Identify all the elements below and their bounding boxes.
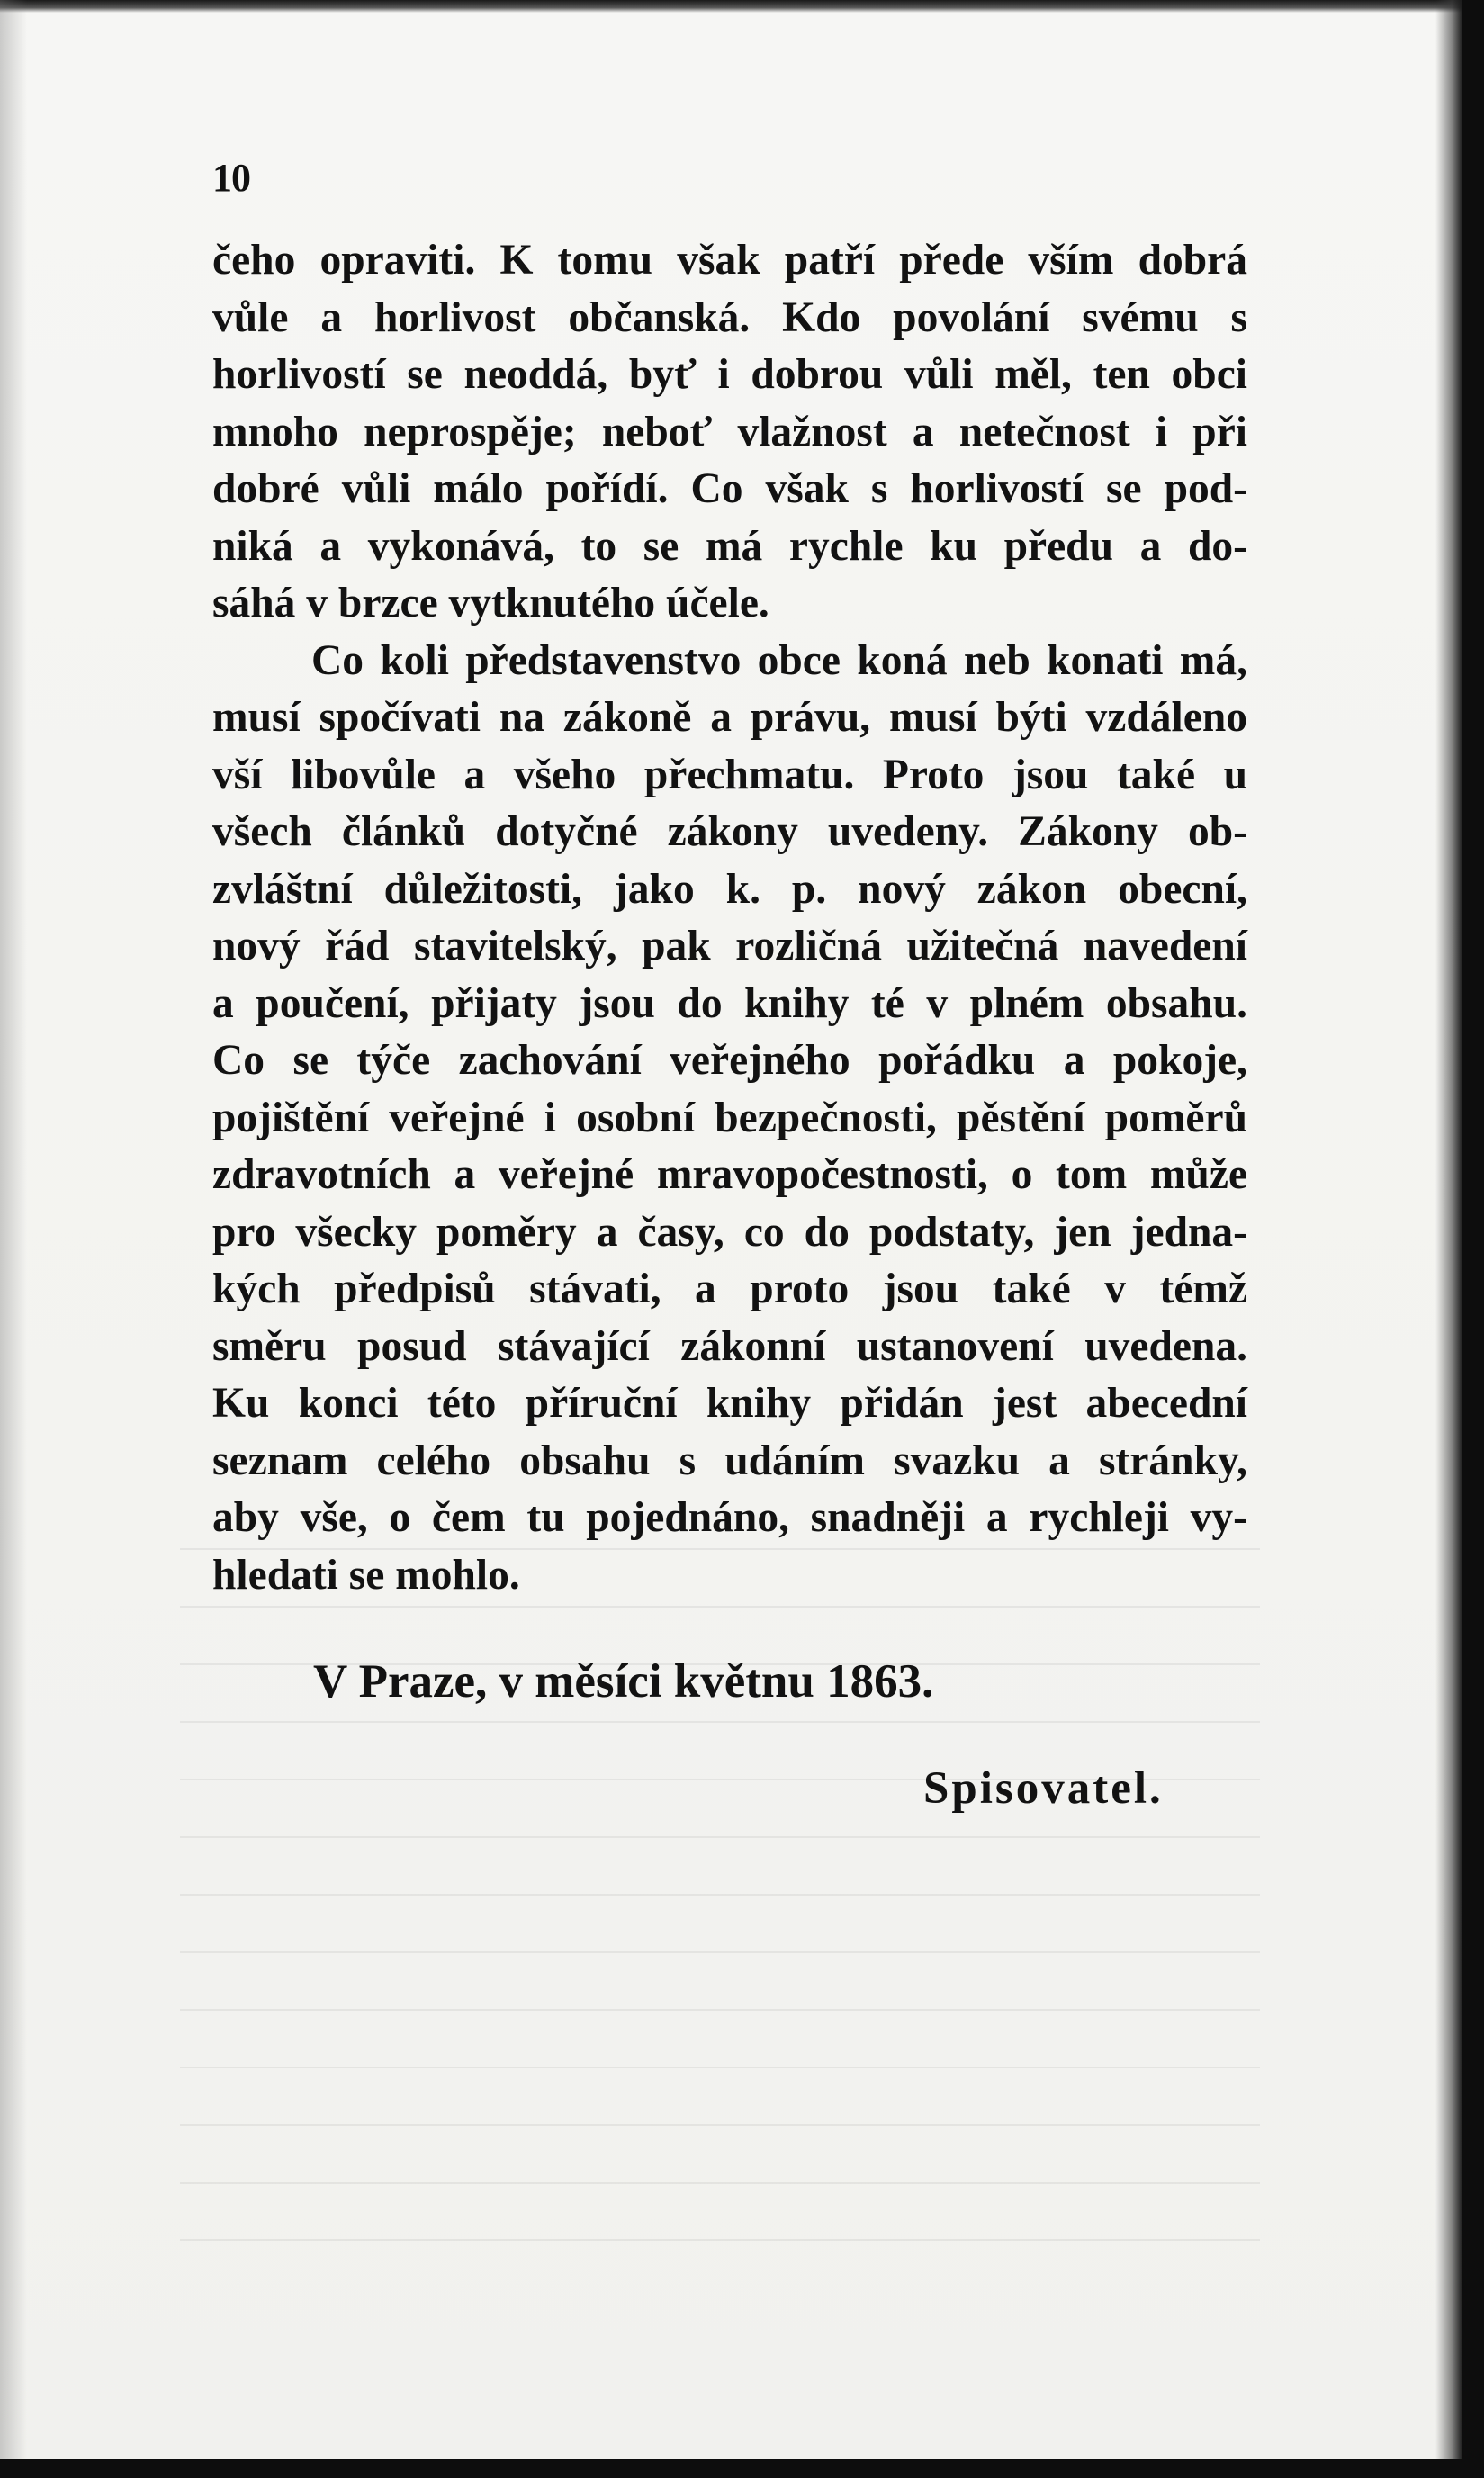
- text-line: horlivostí se neoddá, byť i dobrou vůli měl, ten obci: [212, 351, 1247, 398]
- text-line: mnoho neprospěje; neboť vlažnost a netečnost i při: [212, 408, 1247, 455]
- page-edge-shadow: [1435, 0, 1462, 2459]
- text-line: zdravotních a veřejné mravopočestnosti, o tom může: [212, 1151, 1247, 1198]
- text-line: nový řád stavitelský, pak rozličná užitečná navedení: [212, 923, 1247, 969]
- text-line: pro všecky poměry a časy, co do podstaty, jen jedna-: [212, 1208, 1247, 1256]
- body-text: [212, 232, 1247, 1604]
- text-line: seznam celého obsahu s udáním svazku a stránky,: [212, 1437, 1247, 1484]
- signature: Spisovatel.: [923, 1763, 1164, 1814]
- text-line: vůle a horlivost občanská. Kdo povolání svému s: [212, 293, 1247, 341]
- text-line: hledati se mohlo.: [212, 1551, 520, 1599]
- text-line: musí spočívati na zákoně a právu, musí býti vzdáleno: [212, 694, 1247, 741]
- text-line: Ku konci této příruční knihy přidán jest abecední: [212, 1380, 1247, 1427]
- text-line: čeho opraviti. K tomu však patří přede vším dobrá: [212, 237, 1247, 284]
- text-line: Co koli představenstvo obce koná neb konati má,: [311, 636, 1247, 684]
- text-line: dobré vůli málo pořídí. Co však s horlivostí se pod-: [212, 465, 1247, 512]
- text-line: Co se týče zachování veřejného pořádku a pokoje,: [212, 1037, 1247, 1084]
- text-line: sáhá v brzce vytknutého účele.: [212, 580, 769, 626]
- date-line: V Praze, v měsíci květnu 1863.: [313, 1655, 934, 1708]
- text-line: vší libovůle a všeho přechmatu. Proto jsou také u: [212, 751, 1247, 798]
- page-number: 10: [212, 156, 250, 200]
- text-line: niká a vykonává, to se má rychle ku předu a do-: [212, 522, 1247, 570]
- text-line: všech článků dotyčné zákony uvedeny. Zákony ob-: [212, 808, 1247, 855]
- text-line: aby vše, o čem tu pojednáno, snadněji a rychleji vy-: [212, 1494, 1247, 1541]
- text-line: zvláštní důležitosti, jako k. p. nový zákon obecní,: [212, 865, 1247, 913]
- text-line: směru posud stávající zákonní ustanovení uvedena.: [212, 1322, 1247, 1370]
- text-line: kých předpisů stávati, a proto jsou také v témž: [212, 1266, 1247, 1312]
- text-line: pojištění veřejné i osobní bezpečnosti, pěstění poměrů: [212, 1094, 1247, 1141]
- text-line: a poučení, přijaty jsou do knihy té v plném obsahu.: [212, 979, 1247, 1027]
